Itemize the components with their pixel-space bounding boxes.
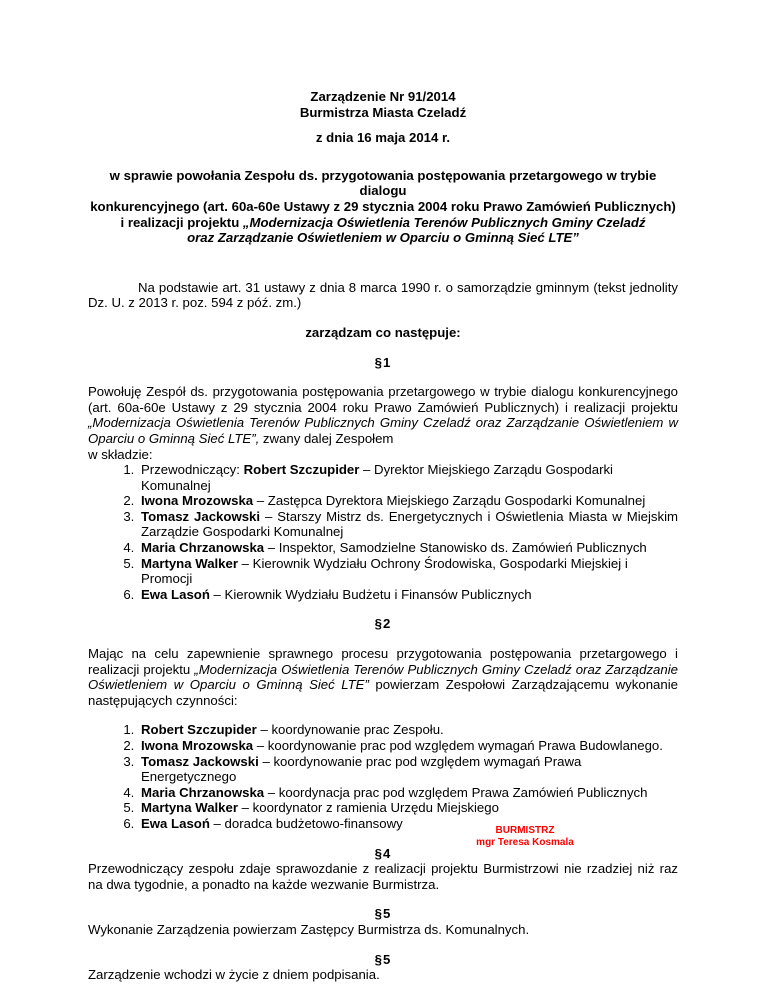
list-item <box>138 587 678 603</box>
member-name: Robert Szczupider <box>243 462 360 478</box>
section-4-text: Przewodniczący zespołu zdaje sprawozdanie z realizacji projektu Burmistrzowi nie rzadziej niż raz na dwa tygodnie, a ponadto na każde wezwanie Burmistrza. <box>88 861 678 892</box>
section-5b-text: Zarządzenie wchodzi w życie z dniem podpisania. <box>88 967 380 983</box>
member-role: – Dyrektor Miejskiego Zarządu Gospodarki Komunalnej <box>141 462 613 493</box>
task-name: Iwona Mrozowska <box>141 738 254 753</box>
list-item <box>138 462 678 493</box>
member-prefix: Przewodniczący: <box>141 462 244 478</box>
section-1-intro <box>88 384 678 446</box>
tasks-list <box>88 722 678 831</box>
member-role: – Starszy Mistrz ds. Energetycznych i Oświetlenia Miasta w Miejskim Zarządzie Gospodarki Komunalnej <box>141 508 678 540</box>
decree-line: zarządzam co następuje: <box>305 324 461 340</box>
task-desc: – koordynowanie prac Zespołu. <box>256 722 444 738</box>
section-2-intro-text: Mając na celu zapewnienie sprawnego procesu przygotowania postępowania przetargowego i realizacji projektu <box>88 646 678 677</box>
task-name: Maria Chrzanowska <box>141 784 265 800</box>
section-1-heading: §1 <box>374 354 392 370</box>
section-2-intro-project: „Modernizacja Oświetlenia Terenów Publicznych Gminy Czeladź oraz Zarządzanie Oświetleniem w Oparciu o Gminną Sieć LTE” <box>88 661 678 693</box>
member-role: – Zastępca Dyrektora Miejskiego Zarządu Gospodarki Komunalnej <box>253 493 646 509</box>
signature-block <box>455 825 595 849</box>
subject-line-3-project: „Modernizacja Oświetlenia Terenów Publicznych Gminy Czeladź <box>242 214 646 230</box>
section-5b-heading: §5 <box>374 951 392 967</box>
task-name: Robert Szczupider <box>141 722 257 738</box>
subject-line-4 <box>88 230 678 246</box>
task-desc: – koordynowanie prac pod względem wymagań Prawa Budowlanego. <box>253 738 663 753</box>
member-name: Maria Chrzanowska <box>141 540 265 556</box>
signature-name: mgr Teresa Kosmala <box>476 837 574 848</box>
task-desc: – koordynacja prac pod względem Prawa Zamówień Publicznych <box>264 784 648 800</box>
signature-title: BURMISTRZ <box>495 825 555 836</box>
list-item <box>138 785 678 801</box>
task-name: Martyna Walker <box>141 800 238 816</box>
list-item <box>138 816 678 832</box>
section-2-intro-tail: powierzam Zespołowi Zarządzającemu wykonanie następujących czynności: <box>88 677 678 708</box>
list-item <box>138 556 678 587</box>
composition-label: w składzie: <box>88 446 153 462</box>
subject-line-3 <box>88 215 678 231</box>
list-item <box>138 509 678 540</box>
list-item <box>138 493 678 509</box>
list-item <box>138 738 678 754</box>
document-header <box>88 89 678 246</box>
subject-line-3-prefix: i realizacji projektu <box>120 214 243 230</box>
section-5a-heading: §5 <box>374 906 392 922</box>
section-1-intro-tail: zwany dalej Zespołem <box>259 430 394 446</box>
list-item <box>138 540 678 556</box>
member-name: Ewa Lasoń <box>141 586 210 602</box>
section-2-intro <box>88 646 678 708</box>
list-item <box>138 800 678 816</box>
member-role: – Kierownik Wydziału Budżetu i Finansów Publicznych <box>209 586 532 602</box>
member-name: Iwona Mrozowska <box>141 493 254 509</box>
member-name: Martyna Walker <box>141 555 238 571</box>
issuer-title: Burmistrza Miasta Czeladź <box>299 104 467 120</box>
decree-date: z dnia 16 maja 2014 r. <box>315 130 451 146</box>
member-role: – Kierownik Wydziału Ochrony Środowiska, Gospodarki Miejskiej i Promocji <box>141 555 628 587</box>
task-desc: – koordynowanie prac pod względem wymagań Prawa Energetycznego <box>141 753 582 785</box>
subject-line-1: w sprawie powołania Zespołu ds. przygotowania postępowania przetargowego w trybie dialogu <box>109 167 657 199</box>
decree-title: Zarządzenie Nr 91/2014 <box>310 89 456 104</box>
section-5a-text: Wykonanie Zarządzenia powierzam Zastępcy Burmistrza ds. Komunalnych. <box>88 921 530 937</box>
task-name: Ewa Lasoń <box>141 815 210 831</box>
list-item <box>138 754 678 785</box>
members-list <box>88 462 678 602</box>
preamble: Na podstawie art. 31 ustawy z dnia 8 marca 1990 r. o samorządzie gminnym (tekst jednolity Dz. U. z 2013 r. poz. 594 z póź. zm.) <box>88 279 678 311</box>
member-role: – Inspektor, Samodzielne Stanowisko ds. Zamówień Publicznych <box>264 540 647 556</box>
section-1-intro-text: Powołuję Zespół ds. przygotowania postępowania przetargowego w trybie dialogu konkurencyjnego (art. 60a-60e Ustawy z 29 stycznia 2004 roku Prawo Zamówień Publicznych) i realizacji projektu <box>88 384 678 415</box>
task-desc: – doradca budżetowo-finansowy <box>209 815 403 831</box>
subject-line-2: konkurencyjnego (art. 60a-60e Ustawy z 29 stycznia 2004 roku Prawo Zamówień Publicznych) <box>90 198 676 214</box>
list-item <box>138 722 678 738</box>
subject-line-4-project: oraz Zarządzanie Oświetleniem w Oparciu o Gminną Sieć LTE” <box>187 230 579 246</box>
section-2-heading: §2 <box>374 616 392 632</box>
task-desc: – koordynator z ramienia Urzędu Miejskiego <box>238 800 499 816</box>
section-4-heading: §4 <box>374 845 392 861</box>
task-name: Tomasz Jackowski <box>141 753 259 769</box>
member-name: Tomasz Jackowski <box>141 508 261 524</box>
section-1-intro-project: „Modernizacja Oświetlenia Terenów Publicznych Gminy Czeladź oraz Zarządzanie Oświetleniem w Oparciu o Gminną Sieć LTE”, <box>88 415 678 446</box>
